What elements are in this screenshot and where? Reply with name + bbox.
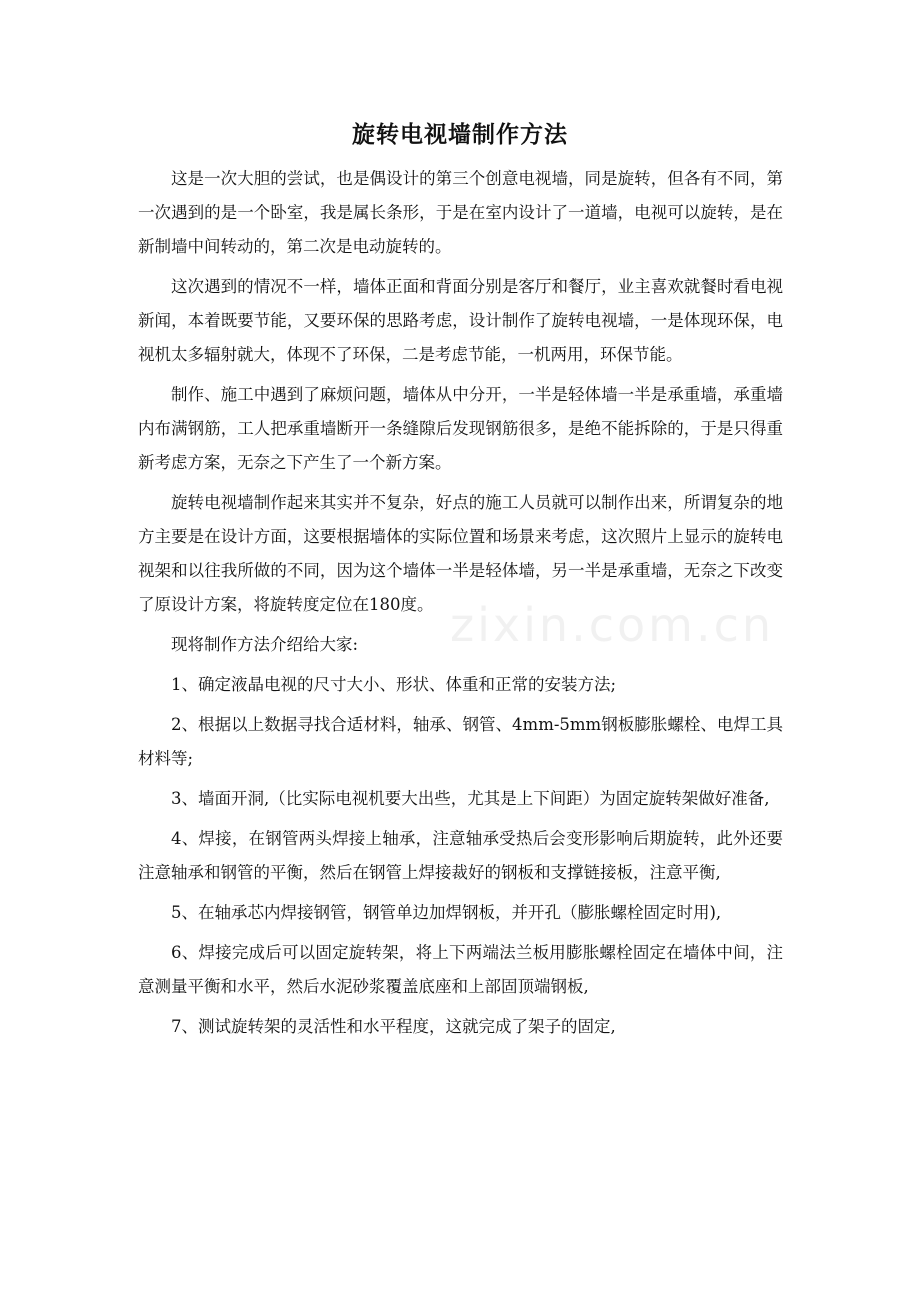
paragraph-situation: 这次遇到的情况不一样，墙体正面和背面分别是客厅和餐厅，业主喜欢就餐时看电视新闻，本着既要节能，又要环保的思路考虑，设计制作了旋转电视墙，一是体现环保，电视机太多辐射就大，体现不了环保，二是考虑节能，一机两用，环保节能。: [138, 277, 783, 364]
step-1: 1、确定液晶电视的尺寸大小、形状、体重和正常的安装方法;: [171, 675, 617, 694]
paragraph-method-intro: 现将制作方法介绍给大家:: [171, 635, 359, 654]
paragraph-intro: 这是一次大胆的尝试，也是偶设计的第三个创意电视墙，同是旋转，但各有不同，第一次遇到的是一个卧室，我是属长条形，于是在室内设计了一道墙，电视可以旋转，是在新制墙中间转动的，第二次是电动旋转的。: [138, 169, 783, 256]
paragraph-problem: 制作、施工中遇到了麻烦问题，墙体从中分开，一半是轻体墙一半是承重墙，承重墙内布满钢筋，工人把承重墙断开一条缝隙后发现钢筋很多，是绝不能拆除的，于是只得重新考虑方案，无奈之下产生了一个新方案。: [138, 385, 783, 472]
paragraph-overview: 旋转电视墙制作起来其实并不复杂，好点的施工人员就可以制作出来，所谓复杂的地方主要是在设计方面，这要根据墙体的实际位置和场景来考虑，这次照片上显示的旋转电视架和以往我所做的不同，因为这个墙体一半是轻体墙，另一半是承重墙，无奈之下改变了原设计方案，将旋转度定位在180度。: [138, 493, 783, 614]
document-body: [138, 162, 783, 1050]
step-4: 4、焊接，在钢管两头焊接上轴承，注意轴承受热后会变形影响后期旋转，此外还要注意轴承和钢管的平衡，然后在钢管上焊接裁好的钢板和支撑链接板，注意平衡,: [138, 829, 783, 882]
document-title: 旋转电视墙制作方法: [352, 121, 568, 148]
step-7: 7、测试旋转架的灵活性和水平程度，这就完成了架子的固定,: [171, 1017, 616, 1036]
step-6: 6、焊接完成后可以固定旋转架，将上下两端法兰板用膨胀螺栓固定在墙体中间，注意测量平衡和水平，然后水泥砂浆覆盖底座和上部固顶端钢板,: [138, 943, 783, 996]
step-2: 2、根据以上数据寻找合适材料，轴承、钢管、4mm-5mm钢板膨胀螺栓、电焊工具材料等;: [138, 715, 783, 768]
watermark: zixin.com.cn: [450, 598, 775, 652]
step-5: 5、在轴承芯内焊接钢管，钢管单边加焊钢板，并开孔（膨胀螺栓固定时用),: [171, 903, 722, 922]
step-3: 3、墙面开洞,（比实际电视机要大出些，尤其是上下间距）为固定旋转架做好准备,: [171, 789, 770, 808]
